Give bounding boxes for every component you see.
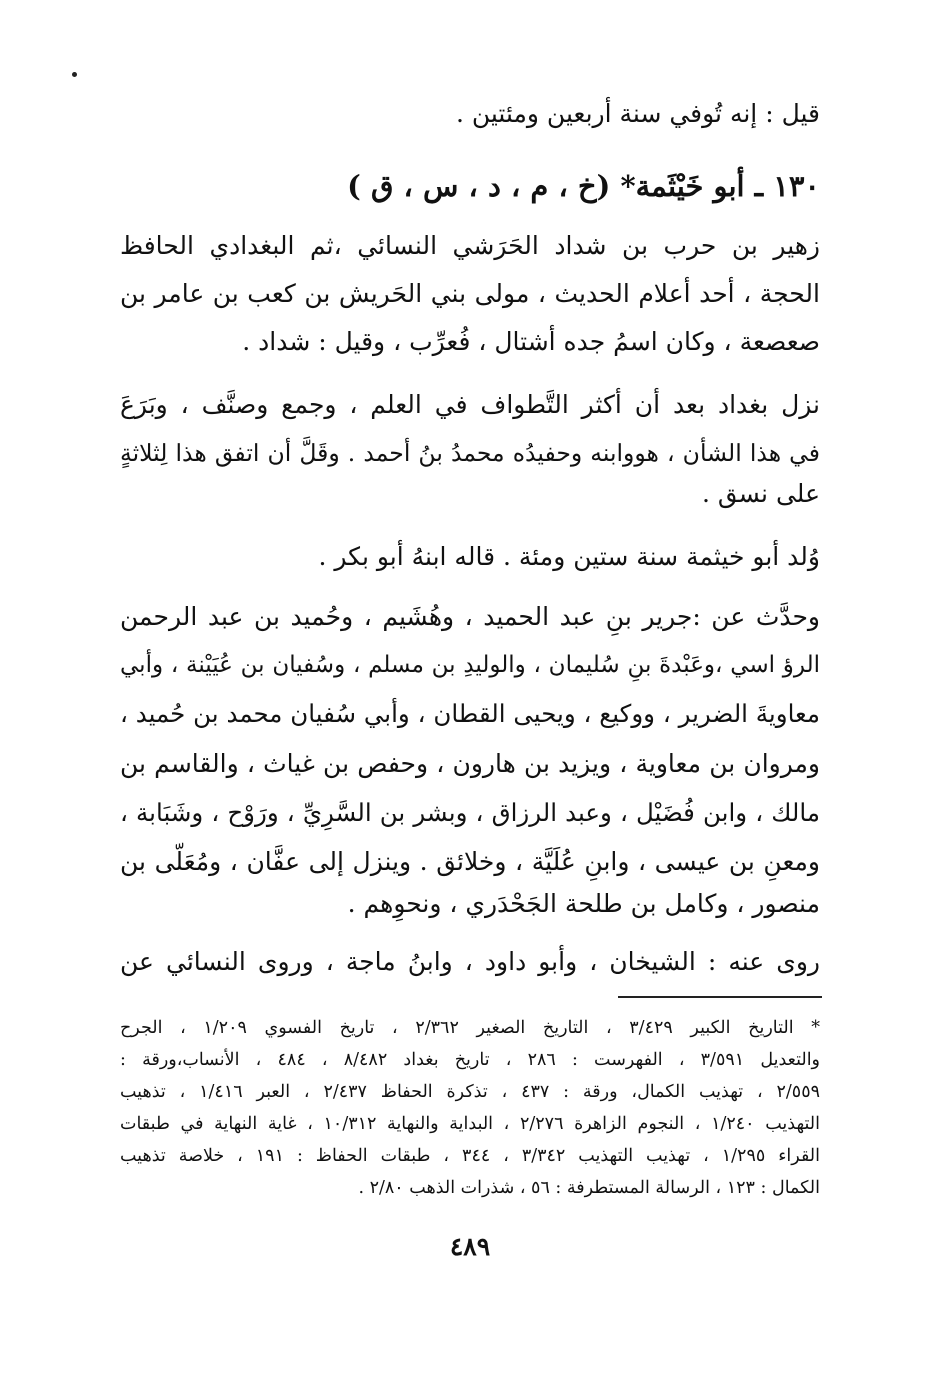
footnote-line: الكمال : ١٢٣ ، الرسالة المستطرفة : ٥٦ ، شذرات الذهب ٢/٨٠ . (358, 1178, 820, 1198)
footnote-line: والتعديل ٣/٥٩١ ، الفهرست : ٢٨٦ ، تاريخ بغداد ٨/٤٨٢ ، ٤٨٤ ، الأنساب،ورقة : (120, 1050, 821, 1070)
text-line: الحجة ، أحد أعلام الحديث ، مولى بني الحَريش بن كعب بن عامر بن (120, 279, 820, 308)
text-line: في هذا الشأن ، هووابنه وحفيدُه محمدُ بنُ أحمد . وقَلَّ أن اتفق هذا لِثلاثةٍ (120, 439, 820, 467)
footnote-divider (618, 996, 822, 998)
footnote-line: القراء ١/٢٩٥ ، تهذيب التهذيب ٣/٣٤٢ ، ٣٤٤ ، طبقات الحفاظ : ١٩١ ، خلاصة تذهيب (120, 1146, 820, 1166)
text-line: ومعنِ بن عيسى ، وابنِ عُلَيَّة ، وخلائق . وينزل إلى عفَّان ، ومُعَلّى بن (120, 847, 820, 876)
text-line: روى عنه : الشيخان ، وأبو داود ، وابنُ ماجة ، وروى النسائي عن (120, 947, 820, 976)
stray-mark (72, 72, 77, 77)
text-line: مالك ، وابن فُضَيْل ، وعبد الرزاق ، وبشر بن السَّرِيِّ ، ورَوْح ، وشَبَابة ، (120, 798, 820, 827)
page-number: ٤٨٩ (449, 1232, 491, 1261)
text-line: صعصعة ، وكان اسمُ جده أشتال ، فُعرِّب ، وقيل : شداد . (242, 327, 820, 356)
text-line: ومروان بن معاوية ، ويزيد بن هارون ، وحفص بن غياث ، والقاسم بن (120, 749, 820, 778)
entry-heading: ١٣٠ ـ أبو خَيْثَمة* (خ ، م ، د ، س ، ق ) (347, 169, 820, 203)
footnote-line: التهذيب ١/٢٤٠ ، النجوم الزاهرة ٢/٢٧٦ ، البداية والنهاية ١٠/٣١٢ ، غاية النهاية في طبقات (120, 1114, 820, 1134)
text-line: الرؤ اسي ،وعَبْدةَ بنِ سُليمان ، والوليدِ بن مسلم ، وسُفيان بن عُيَيْنة ، وأبي (120, 652, 820, 678)
text-line: نزل بغداد بعد أن أكثر التَّطواف في العلم ، وجمع وصنَّف ، وبَرَعَ (120, 390, 820, 419)
text-line: زهير بن حرب بن شداد الحَرَشي النسائي ،ثم البغدادي الحافظ (120, 231, 820, 260)
text-line: منصور ، وكامل بن طلحة الجَحْدَري ، ونحوِهم . (347, 889, 820, 918)
text-line: على نسق . (702, 479, 820, 508)
footnote-line: ٢/٥٥٩ ، تهذيب الكمال، ورقة : ٤٣٧ ، تذكرة الحفاظ ٢/٤٣٧ ، العبر ١/٤١٦ ، تذهيب (120, 1082, 820, 1102)
text-line: معاويةَ الضرير ، ووكيع ، ويحيى القطان ، وأبي سُفيان محمد بن حُميد ، (120, 699, 820, 728)
text-line: وحدَّث عن :جرير بنِ عبد الحميد ، وهُشَيم ، وحُميد بن عبد الرحمن (120, 602, 820, 631)
text-line: قيل : إنه تُوفي سنة أربعين ومئتين . (455, 99, 820, 128)
text-line: وُلد أبو خيثمة سنة ستين ومئة . قاله ابنهُ أبو بكر . (318, 542, 820, 571)
footnote-line: * التاريخ الكبير ٣/٤٢٩ ، التاريخ الصغير ٢/٣٦٢ ، تاريخ الفسوي ١/٢٠٩ ، الجرح (120, 1018, 820, 1038)
